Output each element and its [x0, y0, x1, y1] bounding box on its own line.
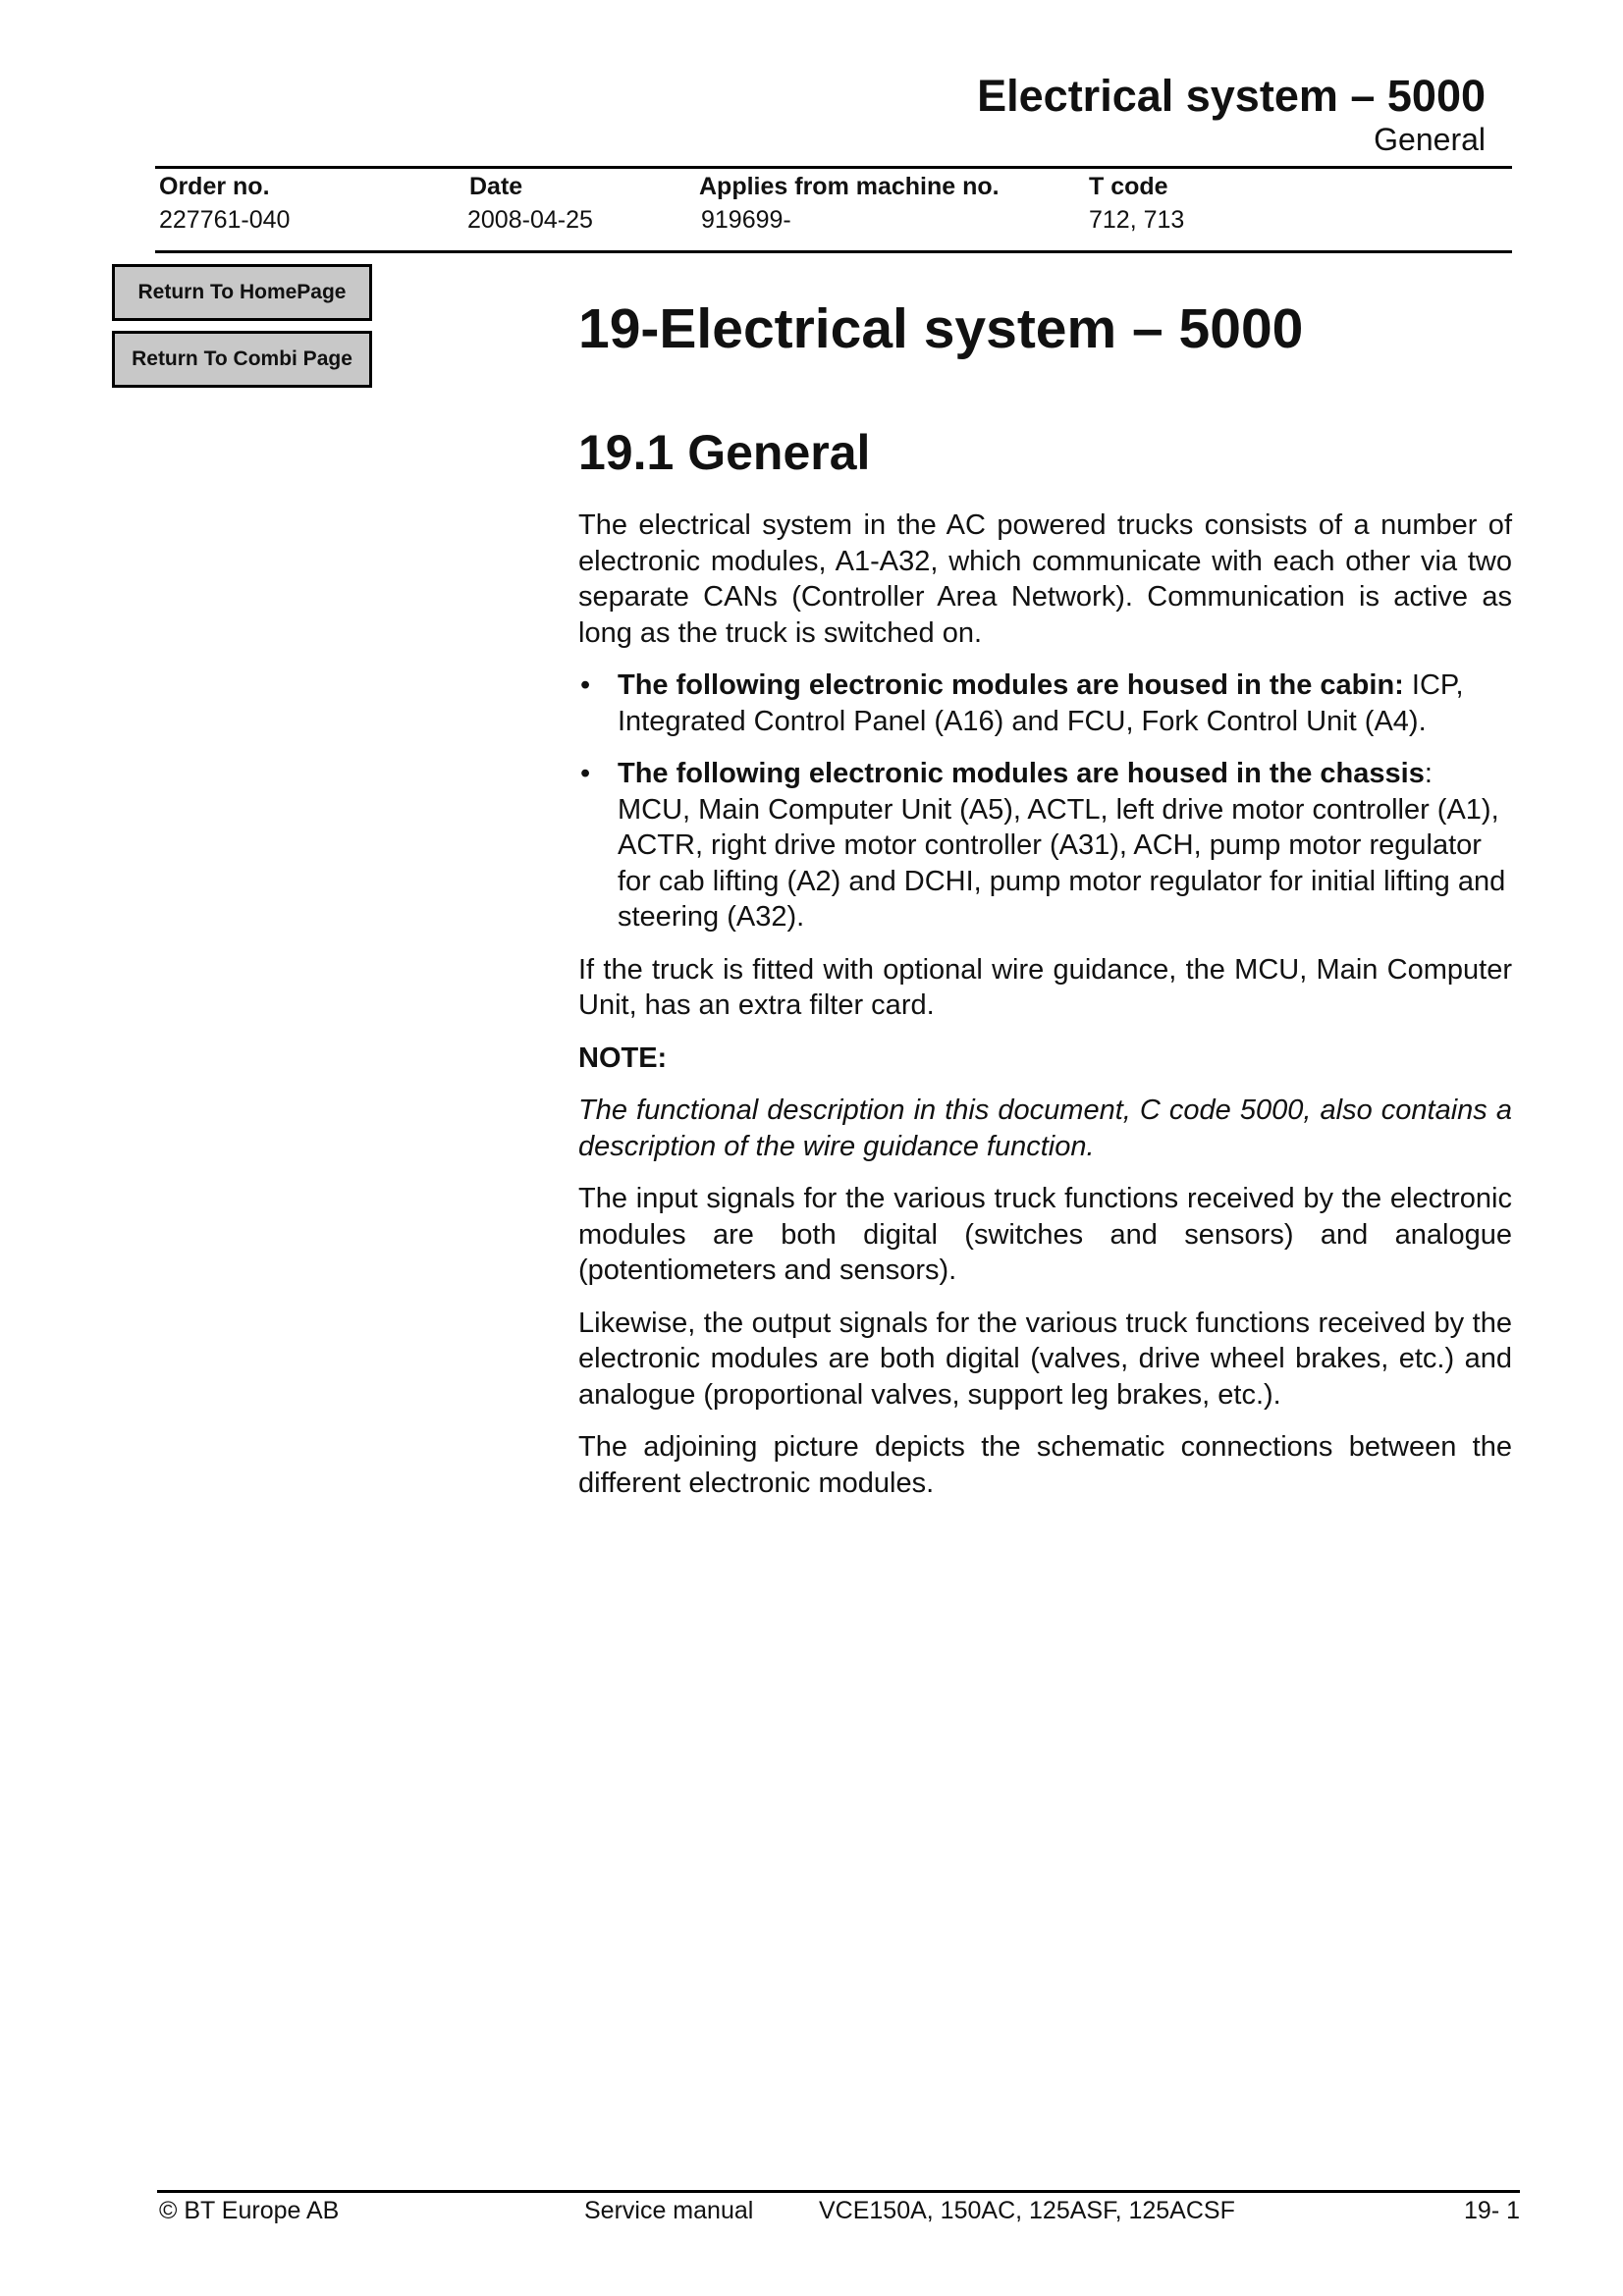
input-signals-paragraph: The input signals for the various truck functions received by the electronic modules are both digital (switches and sensors) and analogue (potentiometers and sensors).	[578, 1183, 1512, 1286]
t-code-label: T code	[1089, 173, 1168, 200]
footer-doc-type: Service manual	[584, 2197, 754, 2224]
list-item	[578, 667, 1512, 739]
bullet-icon: •	[580, 669, 591, 701]
list-item-heading: The following electronic modules are housed in the chassis	[618, 758, 1425, 789]
schematic-paragraph: The adjoining picture depicts the schematic connections between the different electronic modules.	[578, 1431, 1512, 1499]
t-code-value: 712, 713	[1089, 206, 1185, 234]
intro-paragraph: The electrical system in the AC powered trucks consists of a number of electronic modules, A1-A32, which communicate with each other via two separate CANs (Controller Area Network). Communication is active as long as the truck is switched on.	[578, 509, 1512, 649]
note-label: NOTE:	[578, 1041, 668, 1074]
list-item-text: ICP, Integrated Control Panel (A16) and FCU, Fork Control Unit (A4).	[618, 669, 1464, 737]
list-item	[578, 756, 1512, 935]
list-item-heading: The following electronic modules are housed in the cabin:	[618, 669, 1404, 701]
footer-divider	[157, 2190, 1520, 2193]
header-subtitle: General	[1374, 122, 1486, 157]
header-divider-top	[155, 166, 1512, 169]
order-no-value: 227761-040	[159, 206, 291, 234]
module-list	[578, 667, 1512, 935]
footer-models: VCE150A, 150AC, 125ASF, 125ACSF	[819, 2197, 1235, 2224]
return-to-combi-page-button[interactable]	[112, 331, 372, 388]
order-no-label: Order no.	[159, 173, 270, 200]
note-text: The functional description in this document, C code 5000, also contains a description of the wire guidance function.	[578, 1095, 1512, 1162]
date-value: 2008-04-25	[467, 206, 593, 234]
section-body	[578, 507, 1512, 1518]
return-to-homepage-label: Return To HomePage	[137, 281, 347, 303]
header-title: Electrical system – 5000	[977, 71, 1486, 121]
date-label: Date	[469, 173, 523, 200]
applies-from-value: 919699-	[701, 206, 791, 234]
footer-page-number: 19- 1	[1464, 2197, 1520, 2224]
footer-copyright: © BT Europe AB	[159, 2197, 340, 2224]
return-to-homepage-button[interactable]	[112, 264, 372, 321]
return-to-combi-page-label: Return To Combi Page	[132, 347, 352, 370]
output-signals-paragraph: Likewise, the output signals for the various truck functions received by the electronic modules are both digital (valves, drive wheel brakes, etc.) and analogue (proportional valves, support leg brakes, etc.).	[578, 1307, 1512, 1411]
applies-from-label: Applies from machine no.	[699, 173, 1000, 200]
bullet-icon: •	[580, 758, 591, 789]
section-title: 19.1 General	[578, 425, 871, 480]
header-divider-bottom	[155, 250, 1512, 253]
chapter-title: 19-Electrical system – 5000	[578, 297, 1304, 360]
wire-guidance-paragraph: If the truck is fitted with optional wire guidance, the MCU, Main Computer Unit, has an extra filter card.	[578, 953, 1512, 1021]
list-item-text: : MCU, Main Computer Unit (A5), ACTL, left drive motor controller (A1), ACTR, right drive motor controller (A31), ACH, pump motor regulator for cab lifting (A2) and DCHI, pump motor regulator for initial lifting and steering (A32).	[618, 758, 1506, 933]
